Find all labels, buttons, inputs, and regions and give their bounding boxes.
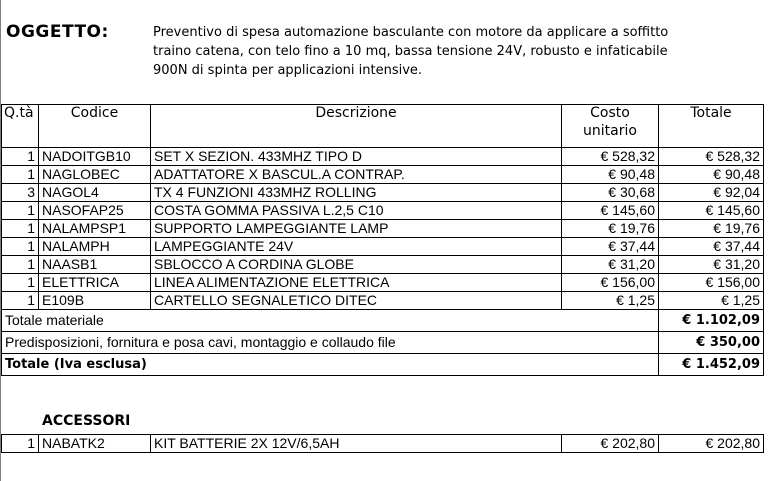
row-description: SET X SEZION. 433MHZ TIPO D	[151, 148, 562, 166]
row-qty: 1	[2, 220, 39, 238]
totals-label: Predisposizioni, fornitura e posa cavi, montaggio e collaudo file	[2, 332, 659, 354]
totals-value: € 350,00	[659, 332, 764, 354]
totals-value: € 1.452,09	[659, 354, 764, 376]
row-code: NADOITGB10	[39, 148, 151, 166]
totals-row	[2, 354, 764, 376]
row-unit-cost: € 1,25	[562, 292, 659, 310]
quote-items-table	[1, 104, 764, 376]
totals-row	[2, 332, 764, 354]
row-description: LINEA ALIMENTAZIONE ELETTRICA	[151, 274, 562, 292]
row-unit-cost: € 90,48	[562, 166, 659, 184]
table-row	[2, 202, 764, 220]
row-unit-cost: € 156,00	[562, 274, 659, 292]
header-code: Codice	[39, 105, 151, 148]
row-description: SUPPORTO LAMPEGGIANTE LAMP	[151, 220, 562, 238]
subject-line: traino catena, con telo fino a 10 mq, bassa tensione 24V, robusto e infaticabile	[153, 44, 668, 59]
header-unit-cost-line1: Costo	[590, 105, 630, 121]
row-code: NABATK2	[39, 435, 151, 453]
table-row	[2, 166, 764, 184]
subject-line: Preventivo di spesa automazione basculante con motore da applicare a soffitto	[153, 25, 669, 40]
row-description: COSTA GOMMA PASSIVA L.2,5 C10	[151, 202, 562, 220]
table-header-row	[2, 105, 764, 148]
row-total: € 19,76	[659, 220, 764, 238]
subject-line: 900N di spinta per applicazioni intensive.	[153, 63, 423, 78]
row-code: NASOFAP25	[39, 202, 151, 220]
table-row	[2, 220, 764, 238]
totals-value: € 1.102,09	[659, 310, 764, 332]
header-total: Totale	[659, 105, 764, 148]
row-qty: 1	[2, 148, 39, 166]
totals-label: Totale materiale	[2, 310, 659, 332]
row-total: € 145,60	[659, 202, 764, 220]
accessories-table	[1, 434, 764, 453]
row-qty: 1	[2, 202, 39, 220]
row-qty: 1	[2, 274, 39, 292]
row-unit-cost: € 202,80	[562, 435, 659, 453]
header-unit-cost	[562, 105, 659, 148]
row-description: SBLOCCO A CORDINA GLOBE	[151, 256, 562, 274]
row-total: € 528,32	[659, 148, 764, 166]
accessories-title: ACCESSORI	[42, 413, 131, 429]
row-qty: 1	[2, 256, 39, 274]
row-qty: 1	[2, 435, 39, 453]
row-qty: 1	[2, 292, 39, 310]
table-row	[2, 256, 764, 274]
row-code: NALAMPH	[39, 238, 151, 256]
row-unit-cost: € 19,76	[562, 220, 659, 238]
totals-row	[2, 310, 764, 332]
row-total: € 1,25	[659, 292, 764, 310]
row-description: LAMPEGGIANTE 24V	[151, 238, 562, 256]
header-qty: Q.tà	[2, 105, 39, 148]
row-total: € 90,48	[659, 166, 764, 184]
subject-label: OGGETTO:	[6, 22, 109, 42]
row-unit-cost: € 528,32	[562, 148, 659, 166]
row-qty: 1	[2, 166, 39, 184]
row-qty: 3	[2, 184, 39, 202]
table-row	[2, 274, 764, 292]
row-unit-cost: € 37,44	[562, 238, 659, 256]
subject-description	[153, 23, 753, 80]
row-total: € 202,80	[659, 435, 764, 453]
header-description: Descrizione	[151, 105, 562, 148]
table-row	[2, 238, 764, 256]
row-code: NAGLOBEC	[39, 166, 151, 184]
row-unit-cost: € 31,20	[562, 256, 659, 274]
table-row	[2, 435, 764, 453]
row-total: € 37,44	[659, 238, 764, 256]
row-description: CARTELLO SEGNALETICO DITEC	[151, 292, 562, 310]
header-unit-cost-line2: unitario	[583, 123, 637, 139]
row-qty: 1	[2, 238, 39, 256]
table-row	[2, 148, 764, 166]
row-code: ELETTRICA	[39, 274, 151, 292]
row-code: NAASB1	[39, 256, 151, 274]
row-total: € 31,20	[659, 256, 764, 274]
row-code: NALAMPSP1	[39, 220, 151, 238]
row-total: € 92,04	[659, 184, 764, 202]
row-description: TX 4 FUNZIONI 433MHZ ROLLING	[151, 184, 562, 202]
totals-label: Totale (Iva esclusa)	[2, 354, 659, 376]
table-row	[2, 184, 764, 202]
row-unit-cost: € 145,60	[562, 202, 659, 220]
table-row	[2, 292, 764, 310]
row-description: KIT BATTERIE 2X 12V/6,5AH	[151, 435, 562, 453]
row-code: E109B	[39, 292, 151, 310]
row-code: NAGOL4	[39, 184, 151, 202]
row-total: € 156,00	[659, 274, 764, 292]
row-unit-cost: € 30,68	[562, 184, 659, 202]
row-description: ADATTATORE X BASCUL.A CONTRAP.	[151, 166, 562, 184]
